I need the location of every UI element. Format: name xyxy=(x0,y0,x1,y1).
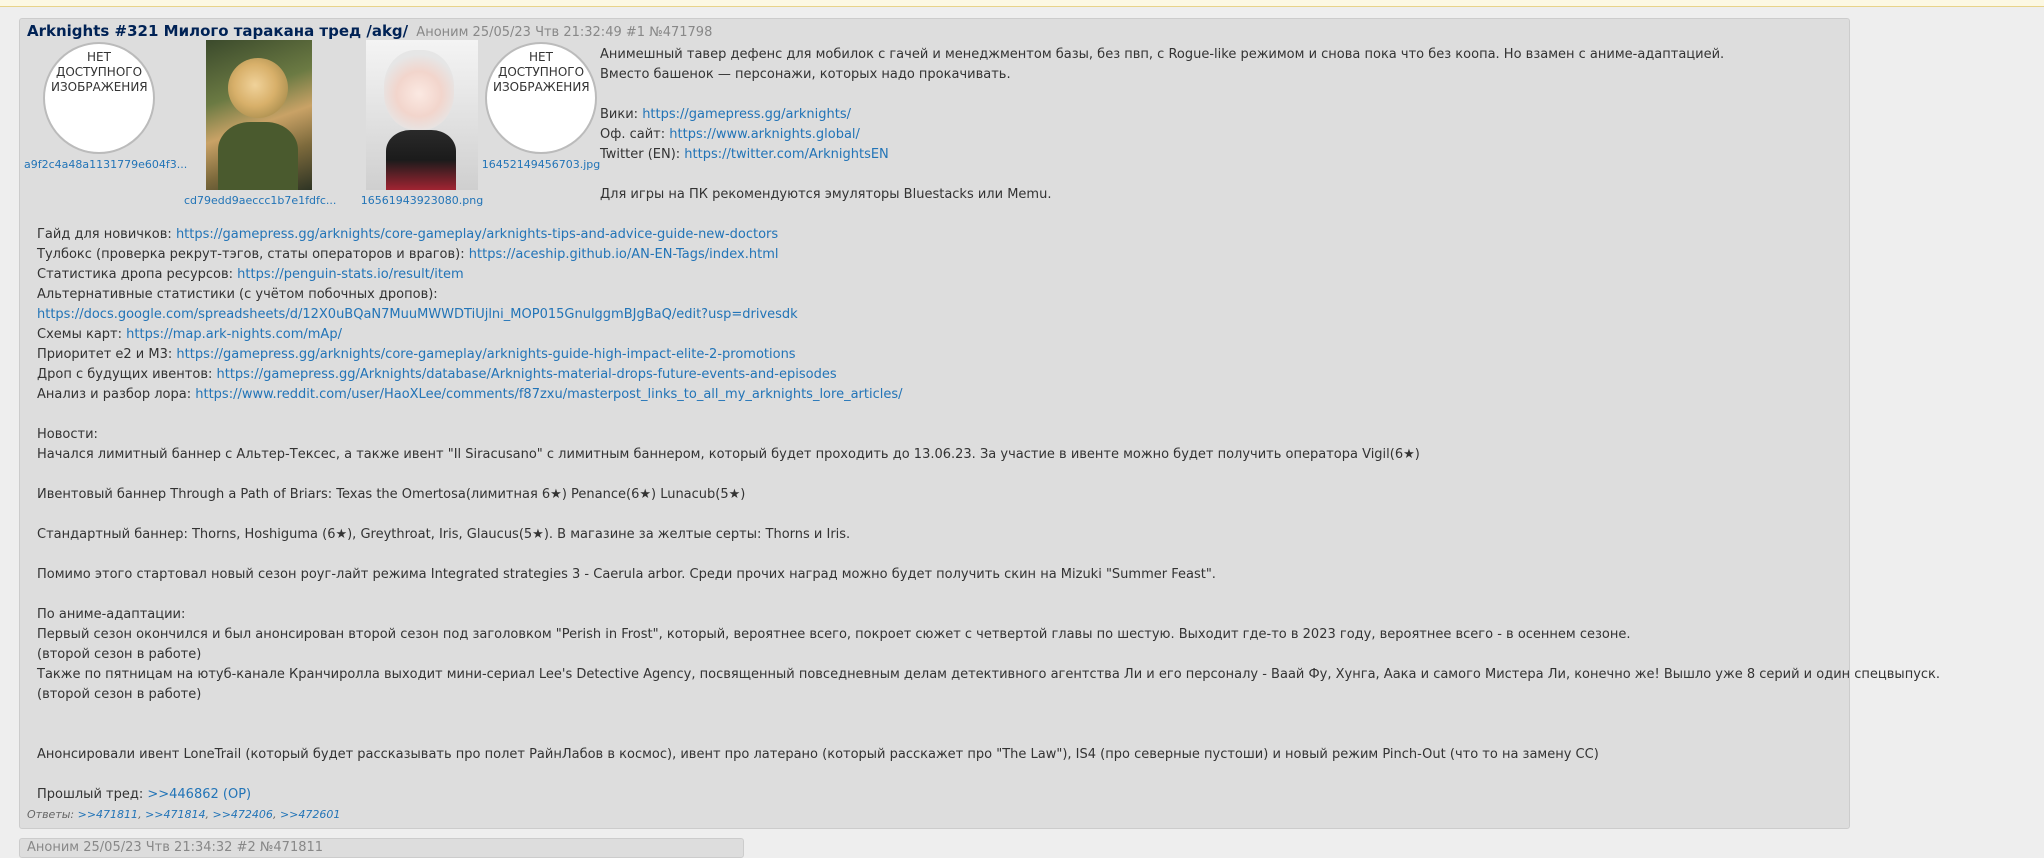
post-body-bottom xyxy=(37,225,1941,805)
reply-link[interactable]: >>471811 xyxy=(77,808,139,821)
file-1[interactable] xyxy=(24,42,188,171)
site-link[interactable]: https://www.arknights.global/ xyxy=(669,127,860,142)
file-4[interactable] xyxy=(476,42,606,171)
post-body-top xyxy=(600,45,1830,205)
anime-item: Также по пятницам на ютуб-канале Кранчиролла выходит мини-сериал Lee's Detective Agency, посвященный повседневным делам детективного агентства Ли и его персоналу - Ваай Фу, Хунга, Аака и самого Мистера Ли, конечно же! Вышло уже 8 серий и один спецвыпуск. xyxy=(37,667,1941,682)
thumbnail-image[interactable] xyxy=(206,40,312,190)
post-index[interactable]: #2 xyxy=(236,840,256,855)
wiki-link[interactable]: https://gamepress.gg/arknights/ xyxy=(642,107,851,122)
pc-note: Для игры на ПК рекомендуются эмуляторы Bluestacks или Memu. xyxy=(600,187,1052,202)
toolbox-link[interactable]: https://aceship.github.io/AN-EN-Tags/index.html xyxy=(468,247,779,262)
post-index[interactable]: #1 xyxy=(625,25,646,40)
anime-header: По аниме-адаптации: xyxy=(37,607,186,622)
no-image-placeholder[interactable]: НЕТ ДОСТУПНОГО ИЗОБРАЖЕНИЯ xyxy=(43,42,155,154)
file-name-link[interactable]: a9f2c4a48a1131779e604f3... xyxy=(24,158,188,171)
lore-link[interactable]: https://www.reddit.com/user/HaoXLee/comments/f87zxu/masterpost_links_to_all_my_arknights_lore_articles/ xyxy=(195,387,903,402)
drop-link[interactable]: https://penguin-stats.io/result/item xyxy=(237,267,464,282)
news-item: Помимо этого стартовал новый сезон роуг-лайт режима Integrated strategies 3 - Caerula arbor. Среди прочих наград можно будет получить скин на Mizuki "Summer Feast". xyxy=(37,567,1216,582)
post-author: Аноним xyxy=(416,25,469,40)
guide-line: Гайд для новичков: https://gamepress.gg/arknights/core-gameplay/arknights-tips-and-advice-guide-new-doctors xyxy=(37,227,779,242)
future-link[interactable]: https://gamepress.gg/Arknights/database/Arknights-material-drops-future-events-and-episodes xyxy=(216,367,837,382)
file-2[interactable] xyxy=(184,40,337,207)
notice-strip xyxy=(0,0,2044,7)
e2-link[interactable]: https://gamepress.gg/arknights/core-gameplay/arknights-guide-high-impact-elite-2-promotions xyxy=(176,347,796,362)
post-header xyxy=(27,22,712,40)
no-image-placeholder[interactable]: НЕТ ДОСТУПНОГО ИЗОБРАЖЕНИЯ xyxy=(485,42,597,154)
site-line: Оф. сайт: https://www.arknights.global/ xyxy=(600,127,860,142)
intro-line: Вместо башенок — персонажи, которых надо прокачивать. xyxy=(600,67,1011,82)
news-item: Начался лимитный баннер с Альтер-Тексес, а также ивент "Il Siracusano" с лимитным баннером, который будет проходить до 13.06.23. За участие в ивенте можно будет получить оператора Vigil(6★) xyxy=(37,447,1420,462)
news-item: Ивентовый баннер Through a Path of Briars: Texas the Omertosa(лимитная 6★) Penance(6★) Lunacub(5★) xyxy=(37,487,746,502)
post-header xyxy=(27,840,323,855)
twitter-line: Twitter (EN): https://twitter.com/ArknightsEN xyxy=(600,147,889,162)
file-name-link[interactable]: cd79edd9aeccc1b7e1fdfc... xyxy=(184,194,337,207)
alt-label: Альтернативные статистики (с учётом побочных дропов): xyxy=(37,287,438,302)
drop-line: Статистика дропа ресурсов: https://penguin-stats.io/result/item xyxy=(37,267,464,282)
maps-link[interactable]: https://map.ark-nights.com/mAp/ xyxy=(126,327,342,342)
prev-thread-line: Прошлый тред: >>446862 (OP) xyxy=(37,787,252,802)
e2-line: Приоритет е2 и М3: https://gamepress.gg/arknights/core-gameplay/arknights-guide-high-impact-elite-2-promotions xyxy=(37,347,796,362)
post-number[interactable]: №471798 xyxy=(649,25,713,40)
twitter-link[interactable]: https://twitter.com/ArknightsEN xyxy=(684,147,889,162)
news-header: Новости: xyxy=(37,427,98,442)
intro-line: Анимешный тавер дефенс для мобилок с гачей и менеджментом базы, без пвп, с Rogue-like режимом и снова пока что без коопа. Но взамен с аниме-адаптацией. xyxy=(600,47,1725,62)
post-date: 25/05/23 Чтв 21:32:49 xyxy=(472,25,622,40)
lore-line: Анализ и разбор лора: https://www.reddit.com/user/HaoXLee/comments/f87zxu/masterpost_links_to_all_my_arknights_lore_articles/ xyxy=(37,387,903,402)
post-number[interactable]: №471811 xyxy=(259,840,324,855)
maps-line: Схемы карт: https://map.ark-nights.com/mAp/ xyxy=(37,327,342,342)
replies-label: Ответы: xyxy=(27,808,78,821)
op-post xyxy=(19,18,1941,829)
reply-link[interactable]: >>472406 xyxy=(212,808,273,821)
reply-post xyxy=(19,838,744,858)
file-3[interactable] xyxy=(347,40,497,207)
alt-link[interactable]: https://docs.google.com/spreadsheets/d/12X0uBQaN7MuuMWWDTiUjlni_MOP015GnulggmBJgBaQ/edit?usp=drivesdk xyxy=(37,307,798,322)
anime-item: (второй сезон в работе) xyxy=(37,687,202,702)
anime-item: Первый сезон окончился и был анонсирован второй сезон под заголовком "Perish in Frost", который, вероятнее всего, покроет сюжет с четвертой главы по шестую. Выходит где-то в 2023 году, вероятнее всего - в осеннем сезоне. xyxy=(37,627,1631,642)
thumbnail-image[interactable] xyxy=(366,40,478,190)
reply-link[interactable]: >>471814 xyxy=(145,808,206,821)
replies-line: Ответы: >>471811, >>471814, >>472406, >>472601 xyxy=(27,808,341,821)
anime-item: (второй сезон в работе) xyxy=(37,647,202,662)
reply-link[interactable]: >>472601 xyxy=(279,808,341,821)
toolbox-line: Тулбокс (проверка рекрут-тэгов, статы операторов и врагов): https://aceship.github.io/AN-EN-Tags/index.html xyxy=(37,247,779,262)
guide-link[interactable]: https://gamepress.gg/arknights/core-gameplay/arknights-tips-and-advice-guide-new-doctors xyxy=(175,227,779,242)
file-name-link[interactable]: 16561943923080.png xyxy=(360,194,484,207)
future-line: Дроп с будущих ивентов: https://gamepress.gg/Arknights/database/Arknights-material-drops-future-events-and-episodes xyxy=(37,367,837,382)
thread-title: Arknights #321 Милого таракана тред /akg/ xyxy=(27,22,409,40)
post-author: Аноним xyxy=(27,840,80,855)
prev-thread-link[interactable]: >>446862 (OP) xyxy=(147,787,252,802)
announce-line: Анонсировали ивент LoneTrail (который будет рассказывать про полет РайнЛабов в космос), ивент про латерано (который расскажет про "The Law"), IS4 (про северные пустоши) и новый режим Pinch-Out (что то на замену СС) xyxy=(37,747,1599,762)
file-name-link[interactable]: 16452149456703.jpg xyxy=(481,158,601,171)
news-item: Стандартный баннер: Thorns, Hoshiguma (6★), Greythroat, Iris, Glaucus(5★). В магазине за желтые серты: Thorns и Iris. xyxy=(37,527,851,542)
post-date: 25/05/23 Чтв 21:34:32 xyxy=(83,840,233,855)
wiki-line: Вики: https://gamepress.gg/arknights/ xyxy=(600,107,851,122)
